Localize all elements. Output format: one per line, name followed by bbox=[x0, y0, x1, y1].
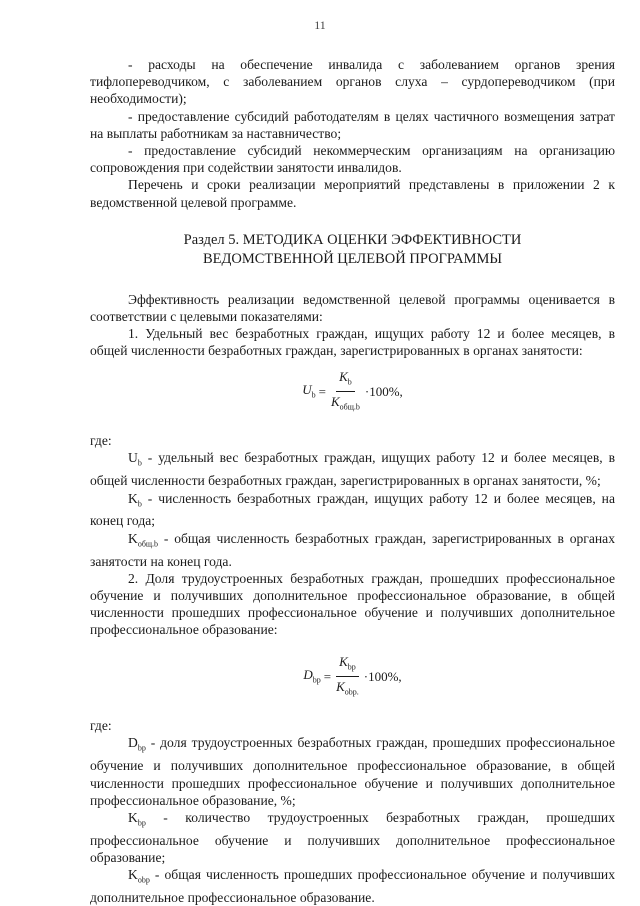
indicator1-text: 1. Удельный вес безработных граждан, ищущих работу 12 и более месяцев, в общей численности безработных граждан, зарегистрированных в органах занятости: bbox=[90, 326, 615, 359]
list-item: - расходы на обеспечение инвалида с заболеванием органов зрения тифлопереводчиком, с заболеванием органов слуха – сурдопереводчиком (при необходимости); bbox=[90, 57, 615, 107]
where-label: где: bbox=[90, 718, 112, 734]
list-item: - предоставление субсидий некоммерческим организациям на организацию сопровождения при содействии занятости инвалидов. bbox=[90, 143, 615, 176]
definition-item: $K_{bp}$ - количество трудоустроенных безработных граждан, прошедших профессиональное обучение и получивших дополнительное профессиональное образование; bbox=[90, 809, 615, 866]
where-label: где: bbox=[90, 433, 112, 449]
formula-lhs: $U_b$ bbox=[302, 381, 316, 400]
formula-unemployed-share bbox=[90, 368, 615, 417]
formula-employed-share bbox=[90, 653, 615, 702]
definition-item: $D_{bp}$ - доля трудоустроенных безработных граждан, прошедших профессиональное обучение и получивших дополнительное профессиональное образование, в общей численности прошедших профессиональное обучение и получивших дополнительное профессиональное образование, %; bbox=[90, 735, 615, 808]
formula-fraction bbox=[328, 368, 363, 417]
formula-numerator: $K_b$ bbox=[336, 368, 355, 393]
page-content bbox=[90, 56, 615, 906]
definition-item: $U_b$ - удельный вес безработных граждан, ищущих работу 12 и более месяцев, в общей численности безработных граждан, зарегистрированных в органах занятости, %; bbox=[90, 450, 615, 489]
definition-item: $K_{obp}$ - общая численность прошедших профессиональное обучение и получивших дополнительное профессиональное образование. bbox=[90, 867, 615, 906]
section-title-line2: ВЕДОМСТВЕННОЙ ЦЕЛЕВОЙ ПРОГРАММЫ bbox=[202, 250, 503, 267]
formula-tail: ·100%, bbox=[363, 669, 402, 685]
section-heading bbox=[90, 231, 615, 269]
formula-equals: = bbox=[318, 384, 326, 400]
intro-paragraph: Эффективность реализации ведомственной целевой программы оценивается в соответствии с целевыми показателями: bbox=[90, 291, 615, 325]
formula-equals: = bbox=[323, 669, 332, 685]
definition-item: $K_b$ - численность безработных граждан, ищущих работу 12 и более месяцев, на конец года; bbox=[90, 490, 615, 529]
list-item: - предоставление субсидий работодателям в целях частичного возмещения затрат на выплаты работникам за наставничество; bbox=[90, 108, 615, 141]
formula-fraction bbox=[333, 653, 362, 702]
formula-tail: ·100%, bbox=[364, 384, 403, 400]
indicator2-text: 2. Доля трудоустроенных безработных граждан, прошедших профессиональное обучение и получивших дополнительное профессиональное образование, в общей численности прошедших профессиональное обучение и получивших дополнительное профессиональное образование: bbox=[90, 570, 615, 638]
section-title-line1: Раздел 5. МЕТОДИКА ОЦЕНКИ ЭФФЕКТИВНОСТИ bbox=[183, 231, 522, 248]
definition-item: $K_{общ.b}$ - общая численность безработных граждан, зарегистрированных в органах занятости на конец года. bbox=[90, 530, 615, 569]
formula-denominator: $K_{obp.}$ bbox=[336, 679, 359, 698]
formula-lhs: $D_{bp}$ bbox=[303, 666, 321, 685]
list-closing-paragraph: Перечень и сроки реализации мероприятий представлены в приложении 2 к ведомственной целевой программе. bbox=[90, 177, 615, 210]
page-number: 11 bbox=[314, 18, 326, 32]
formula-denominator: $K_{общ.b}$ bbox=[330, 394, 360, 413]
formula-numerator: $K_{bp}$ bbox=[336, 653, 359, 678]
